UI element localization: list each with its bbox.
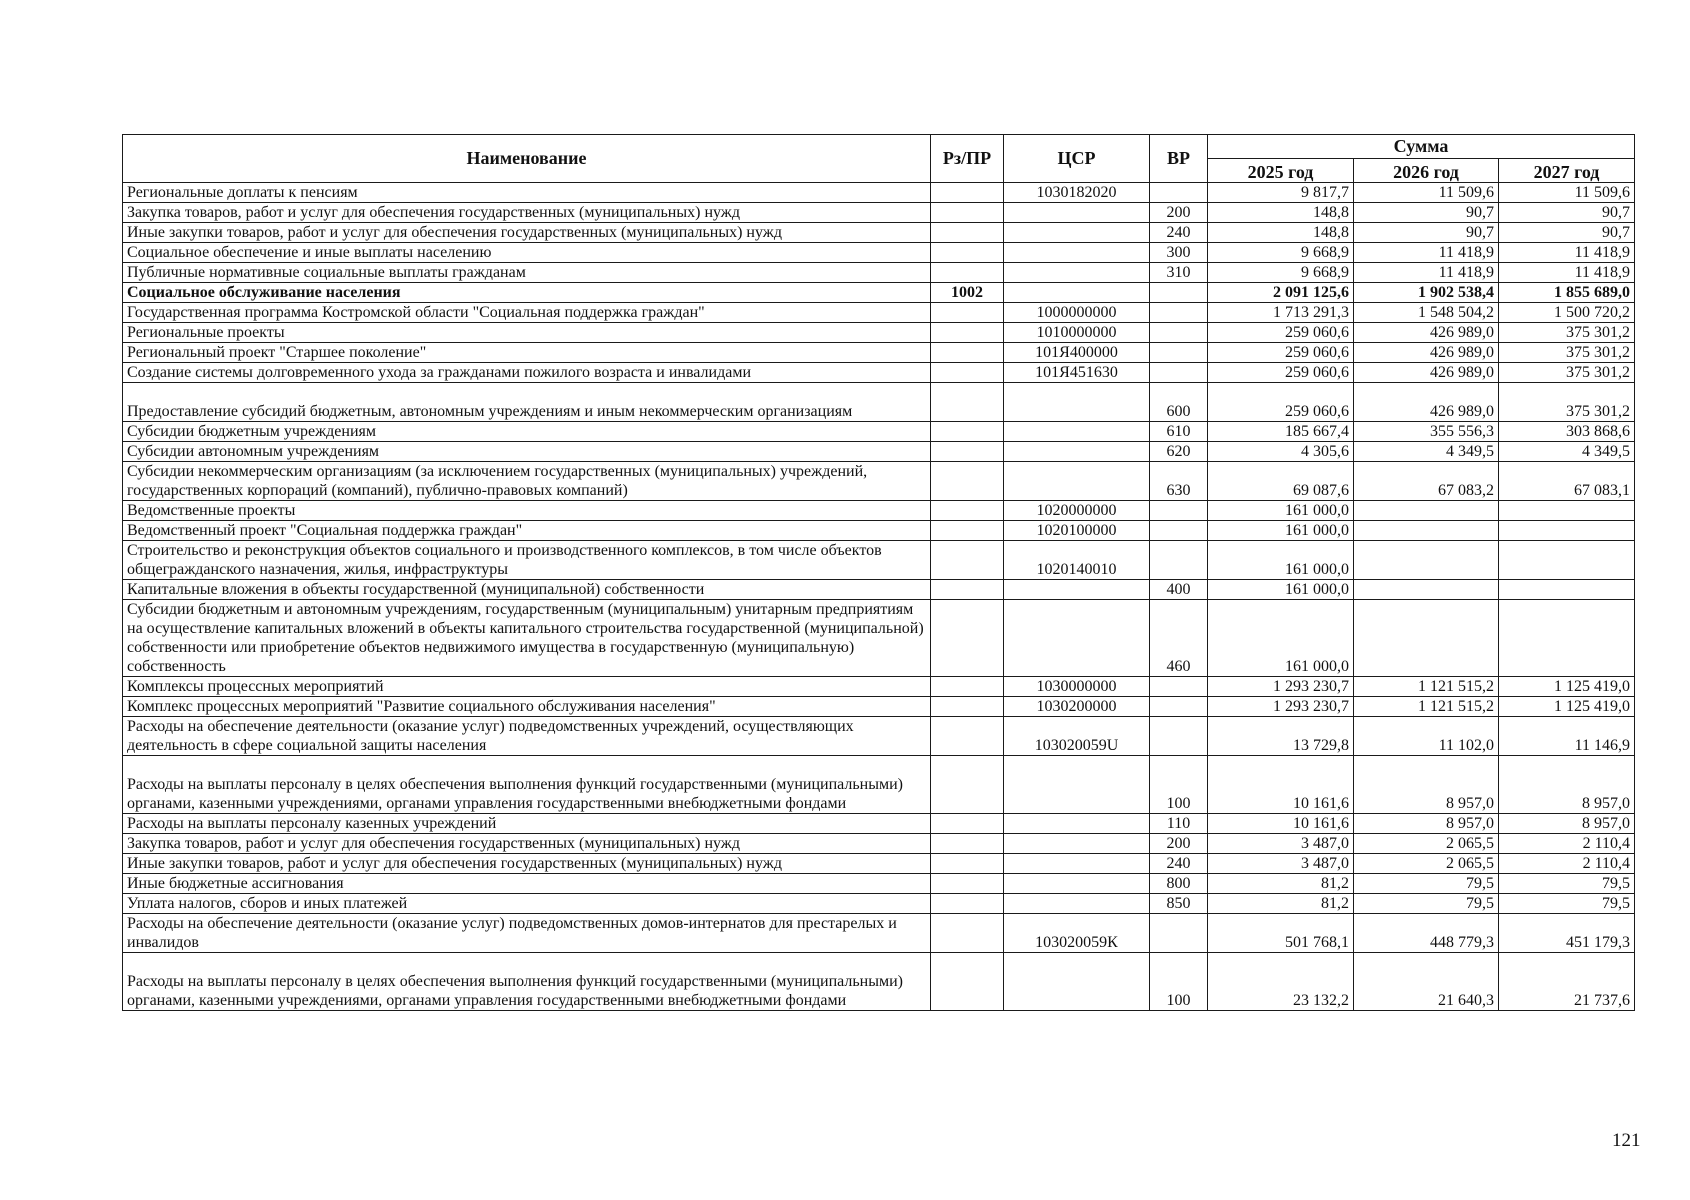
table-row — [123, 814, 1635, 834]
cell-2027 — [1499, 580, 1635, 600]
cell-2027 — [1499, 541, 1635, 580]
table-row — [123, 501, 1635, 521]
cell-2026 — [1354, 521, 1499, 541]
cell-2026: 426 989,0 — [1354, 343, 1499, 363]
cell-2026: 11 418,9 — [1354, 263, 1499, 283]
cell-csr — [1004, 894, 1150, 914]
cell-2026: 1 121 515,2 — [1354, 697, 1499, 717]
cell-rzpr — [931, 243, 1004, 263]
cell-2025: 161 000,0 — [1208, 580, 1354, 600]
cell-vr: 240 — [1150, 223, 1208, 243]
cell-2027: 375 301,2 — [1499, 323, 1635, 343]
cell-2026: 1 902 538,4 — [1354, 283, 1499, 303]
cell-vr: 100 — [1150, 953, 1208, 1011]
cell-vr — [1150, 283, 1208, 303]
cell-csr — [1004, 814, 1150, 834]
cell-2027: 90,7 — [1499, 223, 1635, 243]
cell-rzpr — [931, 814, 1004, 834]
cell-rzpr — [931, 697, 1004, 717]
cell-name: Расходы на обеспечение деятельности (оказание услуг) подведомственных учреждений, осуществляющих деятельность в сфере социальной защиты населения — [123, 717, 931, 756]
cell-vr: 310 — [1150, 263, 1208, 283]
cell-name: Субсидии бюджетным учреждениям — [123, 422, 931, 442]
table-row — [123, 203, 1635, 223]
cell-2026: 2 065,5 — [1354, 854, 1499, 874]
cell-2025: 1 293 230,7 — [1208, 677, 1354, 697]
table-body — [123, 183, 1635, 1011]
cell-vr — [1150, 363, 1208, 383]
cell-2025: 81,2 — [1208, 894, 1354, 914]
cell-2027: 1 125 419,0 — [1499, 677, 1635, 697]
cell-2027: 2 110,4 — [1499, 854, 1635, 874]
cell-2026: 426 989,0 — [1354, 383, 1499, 422]
cell-2026: 11 509,6 — [1354, 183, 1499, 203]
header-csr: ЦСР — [1004, 135, 1150, 183]
cell-2027: 90,7 — [1499, 203, 1635, 223]
header-rzpr: Рз/ПР — [931, 135, 1004, 183]
table-row — [123, 243, 1635, 263]
cell-name: Закупка товаров, работ и услуг для обеспечения государственных (муниципальных) нужд — [123, 834, 931, 854]
cell-vr: 600 — [1150, 383, 1208, 422]
cell-2026 — [1354, 541, 1499, 580]
cell-2027: 2 110,4 — [1499, 834, 1635, 854]
cell-name: Региональные проекты — [123, 323, 931, 343]
header-year-2025: 2025 год — [1208, 159, 1354, 183]
cell-2026: 79,5 — [1354, 874, 1499, 894]
cell-rzpr — [931, 303, 1004, 323]
cell-vr — [1150, 501, 1208, 521]
cell-vr: 800 — [1150, 874, 1208, 894]
cell-2025: 3 487,0 — [1208, 854, 1354, 874]
table-row — [123, 677, 1635, 697]
cell-csr — [1004, 442, 1150, 462]
cell-2025: 161 000,0 — [1208, 501, 1354, 521]
cell-name: Ведомственные проекты — [123, 501, 931, 521]
cell-rzpr — [931, 953, 1004, 1011]
cell-rzpr — [931, 422, 1004, 442]
table-row — [123, 756, 1635, 814]
cell-rzpr — [931, 323, 1004, 343]
cell-rzpr — [931, 442, 1004, 462]
cell-csr — [1004, 854, 1150, 874]
cell-vr — [1150, 323, 1208, 343]
cell-csr: 1000000000 — [1004, 303, 1150, 323]
cell-rzpr — [931, 854, 1004, 874]
cell-csr — [1004, 263, 1150, 283]
cell-name: Комплекс процессных мероприятий "Развитие социального обслуживания населения" — [123, 697, 931, 717]
cell-2027: 4 349,5 — [1499, 442, 1635, 462]
cell-csr: 101Я400000 — [1004, 343, 1150, 363]
cell-csr: 1030200000 — [1004, 697, 1150, 717]
cell-2025: 259 060,6 — [1208, 363, 1354, 383]
table-row — [123, 717, 1635, 756]
cell-2027: 11 418,9 — [1499, 243, 1635, 263]
cell-name: Иные закупки товаров, работ и услуг для обеспечения государственных (муниципальных) нужд — [123, 223, 931, 243]
cell-csr: 1030000000 — [1004, 677, 1150, 697]
cell-csr — [1004, 283, 1150, 303]
cell-2026 — [1354, 501, 1499, 521]
cell-2025: 148,8 — [1208, 203, 1354, 223]
cell-2027: 451 179,3 — [1499, 914, 1635, 953]
header-sum: Сумма — [1208, 135, 1635, 159]
cell-name: Расходы на выплаты персоналу в целях обеспечения выполнения функций государственными (муниципальными) органами, казенными учреждениями, органами управления государственными внебюджетными фондами — [123, 953, 931, 1011]
cell-2025: 9 668,9 — [1208, 263, 1354, 283]
cell-2026: 355 556,3 — [1354, 422, 1499, 442]
cell-rzpr — [931, 183, 1004, 203]
cell-rzpr — [931, 203, 1004, 223]
cell-2026: 21 640,3 — [1354, 953, 1499, 1011]
cell-2025: 4 305,6 — [1208, 442, 1354, 462]
cell-name: Расходы на выплаты персоналу в целях обеспечения выполнения функций государственными (муниципальными) органами, казенными учреждениями, органами управления государственными внебюджетными фондами — [123, 756, 931, 814]
cell-vr: 110 — [1150, 814, 1208, 834]
cell-2025: 10 161,6 — [1208, 756, 1354, 814]
cell-vr — [1150, 541, 1208, 580]
table-header — [123, 135, 1635, 183]
cell-2025: 161 000,0 — [1208, 521, 1354, 541]
table-row — [123, 363, 1635, 383]
cell-rzpr — [931, 894, 1004, 914]
cell-2025: 259 060,6 — [1208, 383, 1354, 422]
cell-2027: 67 083,1 — [1499, 462, 1635, 501]
table-row — [123, 894, 1635, 914]
table-row — [123, 442, 1635, 462]
cell-rzpr: 1002 — [931, 283, 1004, 303]
cell-rzpr — [931, 717, 1004, 756]
cell-name: Уплата налогов, сборов и иных платежей — [123, 894, 931, 914]
table-row — [123, 283, 1635, 303]
cell-rzpr — [931, 501, 1004, 521]
cell-name: Социальное обслуживание населения — [123, 283, 931, 303]
cell-2026: 426 989,0 — [1354, 323, 1499, 343]
cell-csr — [1004, 223, 1150, 243]
page-number: 121 — [1612, 1130, 1641, 1151]
table-row — [123, 874, 1635, 894]
table-row — [123, 914, 1635, 953]
cell-2027: 1 500 720,2 — [1499, 303, 1635, 323]
table-row — [123, 303, 1635, 323]
cell-2027: 375 301,2 — [1499, 343, 1635, 363]
cell-name: Региональные доплаты к пенсиям — [123, 183, 931, 203]
cell-2025: 259 060,6 — [1208, 343, 1354, 363]
cell-name: Субсидии бюджетным и автономным учреждениям, государственным (муниципальным) унитарным предприятиям на осуществление капитальных вложений в объекты капитального строительства государственной (муниципальной) собственности или приобретение объектов недвижимого имущества в государственную (муниципальную) собственность — [123, 600, 931, 677]
cell-2027: 8 957,0 — [1499, 756, 1635, 814]
cell-rzpr — [931, 223, 1004, 243]
cell-2025: 9 817,7 — [1208, 183, 1354, 203]
cell-2027: 1 125 419,0 — [1499, 697, 1635, 717]
cell-vr — [1150, 717, 1208, 756]
cell-rzpr — [931, 383, 1004, 422]
cell-2025: 3 487,0 — [1208, 834, 1354, 854]
cell-name: Ведомственный проект "Социальная поддержка граждан" — [123, 521, 931, 541]
cell-2026: 426 989,0 — [1354, 363, 1499, 383]
cell-name: Региональный проект "Старшее поколение" — [123, 343, 931, 363]
table-row — [123, 953, 1635, 1011]
cell-vr — [1150, 677, 1208, 697]
cell-2027: 11 509,6 — [1499, 183, 1635, 203]
cell-csr: 1020140010 — [1004, 541, 1150, 580]
cell-2027: 375 301,2 — [1499, 383, 1635, 422]
cell-2027: 303 868,6 — [1499, 422, 1635, 442]
table-row — [123, 223, 1635, 243]
cell-name: Иные бюджетные ассигнования — [123, 874, 931, 894]
cell-name: Публичные нормативные социальные выплаты гражданам — [123, 263, 931, 283]
cell-csr: 1010000000 — [1004, 323, 1150, 343]
cell-name: Расходы на обеспечение деятельности (оказание услуг) подведомственных домов-интернатов для престарелых и инвалидов — [123, 914, 931, 953]
header-vr: ВР — [1150, 135, 1208, 183]
cell-2025: 10 161,6 — [1208, 814, 1354, 834]
header-year-2026: 2026 год — [1354, 159, 1499, 183]
table-row — [123, 541, 1635, 580]
cell-name: Субсидии автономным учреждениям — [123, 442, 931, 462]
cell-vr — [1150, 914, 1208, 953]
cell-vr — [1150, 521, 1208, 541]
cell-2026: 90,7 — [1354, 223, 1499, 243]
cell-csr — [1004, 383, 1150, 422]
cell-2025: 185 667,4 — [1208, 422, 1354, 442]
cell-rzpr — [931, 521, 1004, 541]
cell-2026: 79,5 — [1354, 894, 1499, 914]
cell-csr — [1004, 874, 1150, 894]
cell-2025: 161 000,0 — [1208, 600, 1354, 677]
cell-rzpr — [931, 677, 1004, 697]
cell-name: Закупка товаров, работ и услуг для обеспечения государственных (муниципальных) нужд — [123, 203, 931, 223]
table-row — [123, 422, 1635, 442]
cell-2026: 1 548 504,2 — [1354, 303, 1499, 323]
cell-2026 — [1354, 600, 1499, 677]
cell-csr: 101Я451630 — [1004, 363, 1150, 383]
cell-2027 — [1499, 521, 1635, 541]
budget-table — [122, 134, 1635, 1011]
cell-2026: 11 418,9 — [1354, 243, 1499, 263]
table-row — [123, 343, 1635, 363]
cell-rzpr — [931, 600, 1004, 677]
cell-name: Расходы на выплаты персоналу казенных учреждений — [123, 814, 931, 834]
cell-2027: 375 301,2 — [1499, 363, 1635, 383]
cell-2026: 448 779,3 — [1354, 914, 1499, 953]
cell-vr: 240 — [1150, 854, 1208, 874]
cell-rzpr — [931, 263, 1004, 283]
table-row — [123, 521, 1635, 541]
cell-vr: 200 — [1150, 834, 1208, 854]
cell-rzpr — [931, 462, 1004, 501]
cell-vr: 850 — [1150, 894, 1208, 914]
table-row — [123, 383, 1635, 422]
cell-csr — [1004, 243, 1150, 263]
cell-rzpr — [931, 541, 1004, 580]
cell-2025: 259 060,6 — [1208, 323, 1354, 343]
table-row — [123, 854, 1635, 874]
cell-2025: 1 713 291,3 — [1208, 303, 1354, 323]
cell-vr — [1150, 343, 1208, 363]
cell-rzpr — [931, 874, 1004, 894]
cell-csr: 103020059К — [1004, 914, 1150, 953]
cell-2025: 1 293 230,7 — [1208, 697, 1354, 717]
cell-2027: 11 146,9 — [1499, 717, 1635, 756]
table-row — [123, 183, 1635, 203]
cell-2025: 501 768,1 — [1208, 914, 1354, 953]
cell-2026: 8 957,0 — [1354, 756, 1499, 814]
table-row — [123, 323, 1635, 343]
cell-2026: 67 083,2 — [1354, 462, 1499, 501]
cell-csr — [1004, 756, 1150, 814]
table-row — [123, 263, 1635, 283]
cell-vr: 200 — [1150, 203, 1208, 223]
cell-name: Капитальные вложения в объекты государственной (муниципальной) собственности — [123, 580, 931, 600]
cell-rzpr — [931, 343, 1004, 363]
cell-csr: 1020100000 — [1004, 521, 1150, 541]
cell-2026: 1 121 515,2 — [1354, 677, 1499, 697]
cell-2027 — [1499, 501, 1635, 521]
cell-2026 — [1354, 580, 1499, 600]
cell-vr: 630 — [1150, 462, 1208, 501]
header-year-2027: 2027 год — [1499, 159, 1635, 183]
cell-csr — [1004, 953, 1150, 1011]
table-row — [123, 834, 1635, 854]
cell-vr: 620 — [1150, 442, 1208, 462]
cell-vr — [1150, 697, 1208, 717]
cell-csr — [1004, 600, 1150, 677]
cell-rzpr — [931, 834, 1004, 854]
cell-csr — [1004, 203, 1150, 223]
header-name: Наименование — [123, 135, 931, 183]
cell-2025: 161 000,0 — [1208, 541, 1354, 580]
cell-name: Иные закупки товаров, работ и услуг для обеспечения государственных (муниципальных) нужд — [123, 854, 931, 874]
cell-rzpr — [931, 580, 1004, 600]
cell-vr — [1150, 303, 1208, 323]
cell-csr — [1004, 834, 1150, 854]
cell-name: Предоставление субсидий бюджетным, автономным учреждениям и иным некоммерческим организациям — [123, 383, 931, 422]
cell-name: Комплексы процессных мероприятий — [123, 677, 931, 697]
cell-2027: 79,5 — [1499, 894, 1635, 914]
cell-2026: 11 102,0 — [1354, 717, 1499, 756]
cell-name: Строительство и реконструкция объектов социального и производственного комплексов, в том числе объектов общегражданского назначения, жилья, инфраструктуры — [123, 541, 931, 580]
cell-csr: 1030182020 — [1004, 183, 1150, 203]
cell-vr: 460 — [1150, 600, 1208, 677]
cell-name: Субсидии некоммерческим организациям (за исключением государственных (муниципальных) учреждений, государственных корпораций (компаний), публично-правовых компаний) — [123, 462, 931, 501]
cell-rzpr — [931, 756, 1004, 814]
cell-2026: 8 957,0 — [1354, 814, 1499, 834]
cell-csr: 1020000000 — [1004, 501, 1150, 521]
cell-name: Создание системы долговременного ухода за гражданами пожилого возраста и инвалидами — [123, 363, 931, 383]
cell-csr — [1004, 462, 1150, 501]
cell-vr: 100 — [1150, 756, 1208, 814]
table-row — [123, 697, 1635, 717]
cell-vr: 400 — [1150, 580, 1208, 600]
cell-2026: 90,7 — [1354, 203, 1499, 223]
table-row — [123, 580, 1635, 600]
cell-name: Государственная программа Костромской области "Социальная поддержка граждан" — [123, 303, 931, 323]
cell-name: Социальное обеспечение и иные выплаты населению — [123, 243, 931, 263]
table-row — [123, 462, 1635, 501]
cell-2027: 1 855 689,0 — [1499, 283, 1635, 303]
cell-rzpr — [931, 914, 1004, 953]
cell-rzpr — [931, 363, 1004, 383]
table-row — [123, 600, 1635, 677]
cell-2025: 2 091 125,6 — [1208, 283, 1354, 303]
cell-csr — [1004, 580, 1150, 600]
cell-2027: 8 957,0 — [1499, 814, 1635, 834]
cell-2025: 81,2 — [1208, 874, 1354, 894]
cell-vr — [1150, 183, 1208, 203]
cell-2025: 23 132,2 — [1208, 953, 1354, 1011]
cell-vr: 610 — [1150, 422, 1208, 442]
cell-2026: 4 349,5 — [1354, 442, 1499, 462]
cell-csr: 103020059U — [1004, 717, 1150, 756]
cell-2027: 79,5 — [1499, 874, 1635, 894]
cell-2025: 148,8 — [1208, 223, 1354, 243]
cell-2025: 13 729,8 — [1208, 717, 1354, 756]
cell-2026: 2 065,5 — [1354, 834, 1499, 854]
cell-2027: 21 737,6 — [1499, 953, 1635, 1011]
cell-2027: 11 418,9 — [1499, 263, 1635, 283]
cell-2027 — [1499, 600, 1635, 677]
cell-2025: 69 087,6 — [1208, 462, 1354, 501]
cell-csr — [1004, 422, 1150, 442]
cell-2025: 9 668,9 — [1208, 243, 1354, 263]
cell-vr: 300 — [1150, 243, 1208, 263]
